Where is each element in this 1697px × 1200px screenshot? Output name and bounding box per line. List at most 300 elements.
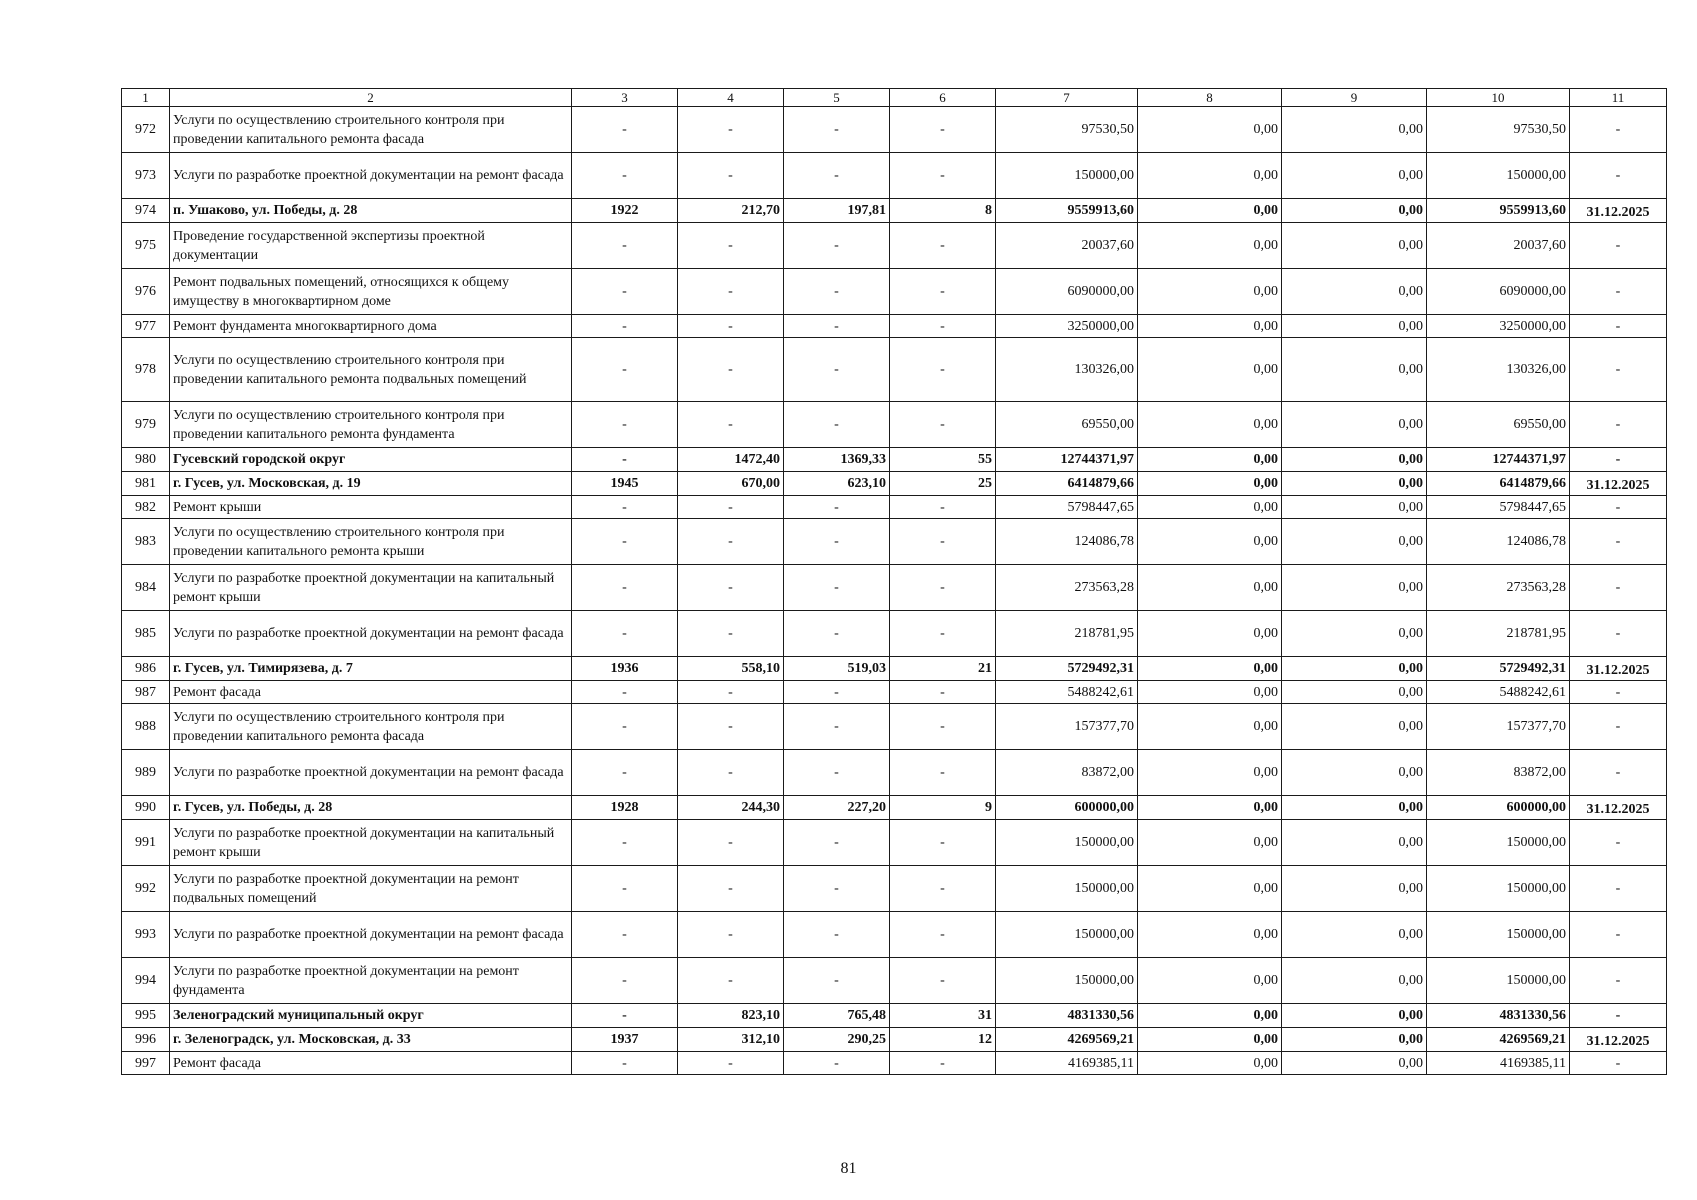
deadline-cell: -: [1570, 448, 1667, 472]
owners-funds-cell: 150000,00: [1427, 912, 1570, 958]
item-name-cell: Услуги по осуществлению строительного контроля при проведении капитального ремонта крыши: [170, 519, 572, 565]
year-cell: -: [572, 704, 678, 750]
deadline-cell: -: [1570, 269, 1667, 315]
row-number-cell: 995: [122, 1004, 170, 1028]
residents-cell: -: [890, 820, 996, 866]
deadline-cell: -: [1570, 681, 1667, 704]
item-name-cell: Зеленоградский муниципальный округ: [170, 1004, 572, 1028]
residents-cell: -: [890, 565, 996, 611]
area-total-cell: -: [678, 107, 784, 153]
residents-cell: 25: [890, 472, 996, 496]
table-row: [122, 565, 1667, 611]
total-cost-cell: 3250000,00: [996, 315, 1138, 338]
deadline-cell: -: [1570, 496, 1667, 519]
item-name-cell: г. Зеленоградск, ул. Московская, д. 33: [170, 1028, 572, 1052]
area-living-cell: -: [784, 565, 890, 611]
item-name-cell: Ремонт фасада: [170, 681, 572, 704]
row-number-cell: 985: [122, 611, 170, 657]
row-number-cell: 983: [122, 519, 170, 565]
fund-cell: 0,00: [1138, 519, 1282, 565]
row-number-cell: 975: [122, 223, 170, 269]
row-number-cell: 980: [122, 448, 170, 472]
item-name-cell: Ремонт фундамента многоквартирного дома: [170, 315, 572, 338]
total-cost-cell: 273563,28: [996, 565, 1138, 611]
owners-funds-cell: 150000,00: [1427, 153, 1570, 199]
owners-funds-cell: 4831330,56: [1427, 1004, 1570, 1028]
year-cell: 1928: [572, 796, 678, 820]
area-living-cell: 519,03: [784, 657, 890, 681]
row-number-cell: 988: [122, 704, 170, 750]
deadline-cell: -: [1570, 866, 1667, 912]
owners-funds-cell: 3250000,00: [1427, 315, 1570, 338]
owners-funds-cell: 5488242,61: [1427, 681, 1570, 704]
column-header-3: 3: [572, 89, 678, 107]
area-living-cell: 290,25: [784, 1028, 890, 1052]
year-cell: -: [572, 750, 678, 796]
column-header-1: 1: [122, 89, 170, 107]
residents-cell: 12: [890, 1028, 996, 1052]
owners-funds-cell: 4269569,21: [1427, 1028, 1570, 1052]
owners-funds-cell: 97530,50: [1427, 107, 1570, 153]
total-cost-cell: 20037,60: [996, 223, 1138, 269]
item-name-cell: Услуги по осуществлению строительного контроля при проведении капитального ремонта фундамента: [170, 402, 572, 448]
total-cost-cell: 5488242,61: [996, 681, 1138, 704]
column-header-9: 9: [1282, 89, 1427, 107]
residents-cell: -: [890, 912, 996, 958]
table-row: [122, 866, 1667, 912]
table-row: [122, 820, 1667, 866]
row-number-cell: 972: [122, 107, 170, 153]
budget-cell: 0,00: [1282, 199, 1427, 223]
table-row-summary: [122, 657, 1667, 681]
residents-cell: -: [890, 958, 996, 1004]
row-number-cell: 981: [122, 472, 170, 496]
area-total-cell: 1472,40: [678, 448, 784, 472]
residents-cell: 8: [890, 199, 996, 223]
row-number-cell: 993: [122, 912, 170, 958]
area-living-cell: -: [784, 750, 890, 796]
row-number-cell: 992: [122, 866, 170, 912]
total-cost-cell: 157377,70: [996, 704, 1138, 750]
year-cell: -: [572, 1004, 678, 1028]
item-name-cell: Услуги по разработке проектной документации на капитальный ремонт крыши: [170, 820, 572, 866]
item-name-cell: г. Гусев, ул. Тимирязева, д. 7: [170, 657, 572, 681]
fund-cell: 0,00: [1138, 657, 1282, 681]
owners-funds-cell: 83872,00: [1427, 750, 1570, 796]
owners-funds-cell: 5729492,31: [1427, 657, 1570, 681]
area-total-cell: -: [678, 315, 784, 338]
fund-cell: 0,00: [1138, 704, 1282, 750]
fund-cell: 0,00: [1138, 866, 1282, 912]
item-name-cell: Услуги по разработке проектной документации на ремонт фундамента: [170, 958, 572, 1004]
year-cell: -: [572, 1052, 678, 1075]
area-total-cell: -: [678, 611, 784, 657]
fund-cell: 0,00: [1138, 448, 1282, 472]
row-number-cell: 990: [122, 796, 170, 820]
row-number-cell: 977: [122, 315, 170, 338]
deadline-cell: -: [1570, 402, 1667, 448]
deadline-cell: 31.12.2025: [1570, 1028, 1667, 1052]
residents-cell: -: [890, 338, 996, 402]
column-header-7: 7: [996, 89, 1138, 107]
area-living-cell: -: [784, 866, 890, 912]
table-row-summary: [122, 472, 1667, 496]
owners-funds-cell: 273563,28: [1427, 565, 1570, 611]
year-cell: -: [572, 820, 678, 866]
fund-cell: 0,00: [1138, 565, 1282, 611]
fund-cell: 0,00: [1138, 681, 1282, 704]
deadline-cell: -: [1570, 820, 1667, 866]
year-cell: -: [572, 338, 678, 402]
year-cell: -: [572, 269, 678, 315]
residents-cell: -: [890, 866, 996, 912]
item-name-cell: Ремонт фасада: [170, 1052, 572, 1075]
area-total-cell: 244,30: [678, 796, 784, 820]
fund-cell: 0,00: [1138, 958, 1282, 1004]
owners-funds-cell: 150000,00: [1427, 820, 1570, 866]
area-total-cell: 312,10: [678, 1028, 784, 1052]
year-cell: -: [572, 315, 678, 338]
deadline-cell: 31.12.2025: [1570, 199, 1667, 223]
total-cost-cell: 5798447,65: [996, 496, 1138, 519]
budget-cell: 0,00: [1282, 315, 1427, 338]
capital-repair-table: [121, 88, 1667, 1075]
column-header-2: 2: [170, 89, 572, 107]
total-cost-cell: 150000,00: [996, 820, 1138, 866]
item-name-cell: Услуги по разработке проектной документации на ремонт фасада: [170, 153, 572, 199]
fund-cell: 0,00: [1138, 153, 1282, 199]
area-living-cell: -: [784, 519, 890, 565]
fund-cell: 0,00: [1138, 472, 1282, 496]
owners-funds-cell: 600000,00: [1427, 796, 1570, 820]
area-total-cell: 670,00: [678, 472, 784, 496]
deadline-cell: -: [1570, 107, 1667, 153]
area-total-cell: -: [678, 866, 784, 912]
year-cell: 1936: [572, 657, 678, 681]
table-row: [122, 153, 1667, 199]
residents-cell: -: [890, 223, 996, 269]
area-total-cell: -: [678, 958, 784, 1004]
deadline-cell: -: [1570, 223, 1667, 269]
area-living-cell: -: [784, 269, 890, 315]
deadline-cell: -: [1570, 611, 1667, 657]
table-row: [122, 704, 1667, 750]
table-row: [122, 519, 1667, 565]
area-living-cell: -: [784, 820, 890, 866]
residents-cell: -: [890, 107, 996, 153]
owners-funds-cell: 9559913,60: [1427, 199, 1570, 223]
table-row-summary: [122, 796, 1667, 820]
owners-funds-cell: 218781,95: [1427, 611, 1570, 657]
owners-funds-cell: 5798447,65: [1427, 496, 1570, 519]
total-cost-cell: 150000,00: [996, 958, 1138, 1004]
fund-cell: 0,00: [1138, 912, 1282, 958]
deadline-cell: -: [1570, 315, 1667, 338]
item-name-cell: г. Гусев, ул. Победы, д. 28: [170, 796, 572, 820]
total-cost-cell: 124086,78: [996, 519, 1138, 565]
residents-cell: 31: [890, 1004, 996, 1028]
area-living-cell: -: [784, 681, 890, 704]
area-total-cell: -: [678, 565, 784, 611]
total-cost-cell: 150000,00: [996, 153, 1138, 199]
budget-cell: 0,00: [1282, 519, 1427, 565]
area-living-cell: 1369,33: [784, 448, 890, 472]
budget-cell: 0,00: [1282, 153, 1427, 199]
budget-cell: 0,00: [1282, 269, 1427, 315]
owners-funds-cell: 4169385,11: [1427, 1052, 1570, 1075]
row-number-cell: 973: [122, 153, 170, 199]
item-name-cell: Услуги по разработке проектной документации на ремонт фасада: [170, 750, 572, 796]
item-name-cell: Услуги по разработке проектной документации на ремонт подвальных помещений: [170, 866, 572, 912]
budget-cell: 0,00: [1282, 496, 1427, 519]
fund-cell: 0,00: [1138, 796, 1282, 820]
total-cost-cell: 97530,50: [996, 107, 1138, 153]
area-living-cell: -: [784, 704, 890, 750]
table-row: [122, 750, 1667, 796]
fund-cell: 0,00: [1138, 750, 1282, 796]
owners-funds-cell: 6090000,00: [1427, 269, 1570, 315]
item-name-cell: Услуги по осуществлению строительного контроля при проведении капитального ремонта подвальных помещений: [170, 338, 572, 402]
total-cost-cell: 130326,00: [996, 338, 1138, 402]
row-number-cell: 978: [122, 338, 170, 402]
area-living-cell: -: [784, 402, 890, 448]
row-number-cell: 994: [122, 958, 170, 1004]
row-number-cell: 989: [122, 750, 170, 796]
column-header-5: 5: [784, 89, 890, 107]
table-row: [122, 912, 1667, 958]
table-body: [122, 89, 1667, 1075]
item-name-cell: Гусевский городской округ: [170, 448, 572, 472]
fund-cell: 0,00: [1138, 611, 1282, 657]
year-cell: -: [572, 153, 678, 199]
area-total-cell: -: [678, 750, 784, 796]
owners-funds-cell: 12744371,97: [1427, 448, 1570, 472]
area-total-cell: -: [678, 1052, 784, 1075]
item-name-cell: г. Гусев, ул. Московская, д. 19: [170, 472, 572, 496]
fund-cell: 0,00: [1138, 199, 1282, 223]
area-living-cell: -: [784, 153, 890, 199]
column-number-header-row: [122, 89, 1667, 107]
column-header-8: 8: [1138, 89, 1282, 107]
total-cost-cell: 218781,95: [996, 611, 1138, 657]
area-living-cell: -: [784, 611, 890, 657]
row-number-cell: 974: [122, 199, 170, 223]
area-living-cell: 623,10: [784, 472, 890, 496]
budget-cell: 0,00: [1282, 402, 1427, 448]
area-living-cell: -: [784, 315, 890, 338]
total-cost-cell: 4269569,21: [996, 1028, 1138, 1052]
year-cell: -: [572, 107, 678, 153]
row-number-cell: 997: [122, 1052, 170, 1075]
budget-cell: 0,00: [1282, 338, 1427, 402]
budget-cell: 0,00: [1282, 912, 1427, 958]
total-cost-cell: 4169385,11: [996, 1052, 1138, 1075]
table-row: [122, 611, 1667, 657]
budget-cell: 0,00: [1282, 448, 1427, 472]
row-number-cell: 976: [122, 269, 170, 315]
table-row: [122, 1052, 1667, 1075]
deadline-cell: -: [1570, 1052, 1667, 1075]
area-living-cell: -: [784, 912, 890, 958]
table-row: [122, 338, 1667, 402]
table-row-summary: [122, 448, 1667, 472]
total-cost-cell: 150000,00: [996, 912, 1138, 958]
area-total-cell: 558,10: [678, 657, 784, 681]
year-cell: -: [572, 496, 678, 519]
area-total-cell: -: [678, 269, 784, 315]
area-living-cell: -: [784, 496, 890, 519]
year-cell: -: [572, 448, 678, 472]
residents-cell: -: [890, 402, 996, 448]
fund-cell: 0,00: [1138, 820, 1282, 866]
budget-cell: 0,00: [1282, 1052, 1427, 1075]
deadline-cell: 31.12.2025: [1570, 796, 1667, 820]
area-living-cell: 227,20: [784, 796, 890, 820]
table-row-summary: [122, 1004, 1667, 1028]
area-living-cell: -: [784, 107, 890, 153]
budget-cell: 0,00: [1282, 681, 1427, 704]
total-cost-cell: 69550,00: [996, 402, 1138, 448]
area-total-cell: -: [678, 912, 784, 958]
area-living-cell: 197,81: [784, 199, 890, 223]
year-cell: 1937: [572, 1028, 678, 1052]
residents-cell: -: [890, 269, 996, 315]
table-row: [122, 269, 1667, 315]
column-header-4: 4: [678, 89, 784, 107]
table-row-summary: [122, 1028, 1667, 1052]
residents-cell: -: [890, 315, 996, 338]
year-cell: -: [572, 958, 678, 1004]
deadline-cell: -: [1570, 750, 1667, 796]
area-total-cell: -: [678, 223, 784, 269]
budget-cell: 0,00: [1282, 866, 1427, 912]
residents-cell: 21: [890, 657, 996, 681]
area-total-cell: -: [678, 496, 784, 519]
total-cost-cell: 6414879,66: [996, 472, 1138, 496]
owners-funds-cell: 124086,78: [1427, 519, 1570, 565]
column-header-10: 10: [1427, 89, 1570, 107]
residents-cell: -: [890, 611, 996, 657]
deadline-cell: -: [1570, 704, 1667, 750]
total-cost-cell: 6090000,00: [996, 269, 1138, 315]
owners-funds-cell: 20037,60: [1427, 223, 1570, 269]
deadline-cell: 31.12.2025: [1570, 472, 1667, 496]
residents-cell: -: [890, 681, 996, 704]
owners-funds-cell: 157377,70: [1427, 704, 1570, 750]
item-name-cell: Ремонт крыши: [170, 496, 572, 519]
year-cell: -: [572, 866, 678, 912]
budget-cell: 0,00: [1282, 472, 1427, 496]
residents-cell: -: [890, 519, 996, 565]
table-row: [122, 223, 1667, 269]
area-total-cell: -: [678, 402, 784, 448]
deadline-cell: -: [1570, 912, 1667, 958]
table-row: [122, 107, 1667, 153]
row-number-cell: 986: [122, 657, 170, 681]
area-living-cell: 765,48: [784, 1004, 890, 1028]
page-number: 81: [840, 1160, 857, 1177]
area-total-cell: -: [678, 153, 784, 199]
item-name-cell: Проведение государственной экспертизы проектной документации: [170, 223, 572, 269]
row-number-cell: 991: [122, 820, 170, 866]
year-cell: 1945: [572, 472, 678, 496]
table-row: [122, 402, 1667, 448]
residents-cell: -: [890, 496, 996, 519]
budget-cell: 0,00: [1282, 657, 1427, 681]
item-name-cell: п. Ушаково, ул. Победы, д. 28: [170, 199, 572, 223]
residents-cell: -: [890, 1052, 996, 1075]
year-cell: -: [572, 519, 678, 565]
owners-funds-cell: 150000,00: [1427, 866, 1570, 912]
column-header-11: 11: [1570, 89, 1667, 107]
year-cell: -: [572, 912, 678, 958]
fund-cell: 0,00: [1138, 269, 1282, 315]
budget-cell: 0,00: [1282, 107, 1427, 153]
budget-cell: 0,00: [1282, 958, 1427, 1004]
area-total-cell: -: [678, 681, 784, 704]
item-name-cell: Услуги по разработке проектной документации на капитальный ремонт крыши: [170, 565, 572, 611]
deadline-cell: -: [1570, 1004, 1667, 1028]
fund-cell: 0,00: [1138, 496, 1282, 519]
year-cell: 1922: [572, 199, 678, 223]
total-cost-cell: 12744371,97: [996, 448, 1138, 472]
row-number-cell: 982: [122, 496, 170, 519]
area-living-cell: -: [784, 338, 890, 402]
deadline-cell: -: [1570, 565, 1667, 611]
owners-funds-cell: 130326,00: [1427, 338, 1570, 402]
fund-cell: 0,00: [1138, 1004, 1282, 1028]
table-row: [122, 496, 1667, 519]
owners-funds-cell: 6414879,66: [1427, 472, 1570, 496]
year-cell: -: [572, 223, 678, 269]
fund-cell: 0,00: [1138, 338, 1282, 402]
residents-cell: -: [890, 750, 996, 796]
deadline-cell: 31.12.2025: [1570, 657, 1667, 681]
table-row: [122, 958, 1667, 1004]
budget-cell: 0,00: [1282, 1028, 1427, 1052]
year-cell: -: [572, 402, 678, 448]
fund-cell: 0,00: [1138, 1028, 1282, 1052]
owners-funds-cell: 69550,00: [1427, 402, 1570, 448]
fund-cell: 0,00: [1138, 223, 1282, 269]
budget-cell: 0,00: [1282, 704, 1427, 750]
deadline-cell: -: [1570, 153, 1667, 199]
residents-cell: 9: [890, 796, 996, 820]
year-cell: -: [572, 681, 678, 704]
table-row: [122, 315, 1667, 338]
table-row-summary: [122, 199, 1667, 223]
year-cell: -: [572, 611, 678, 657]
residents-cell: -: [890, 704, 996, 750]
fund-cell: 0,00: [1138, 107, 1282, 153]
row-number-cell: 996: [122, 1028, 170, 1052]
item-name-cell: Ремонт подвальных помещений, относящихся к общему имуществу в многоквартирном доме: [170, 269, 572, 315]
year-cell: -: [572, 565, 678, 611]
budget-cell: 0,00: [1282, 1004, 1427, 1028]
total-cost-cell: 5729492,31: [996, 657, 1138, 681]
area-living-cell: -: [784, 1052, 890, 1075]
budget-cell: 0,00: [1282, 750, 1427, 796]
row-number-cell: 979: [122, 402, 170, 448]
fund-cell: 0,00: [1138, 1052, 1282, 1075]
total-cost-cell: 4831330,56: [996, 1004, 1138, 1028]
item-name-cell: Услуги по разработке проектной документации на ремонт фасада: [170, 611, 572, 657]
area-total-cell: -: [678, 519, 784, 565]
row-number-cell: 984: [122, 565, 170, 611]
area-living-cell: -: [784, 958, 890, 1004]
fund-cell: 0,00: [1138, 402, 1282, 448]
item-name-cell: Услуги по осуществлению строительного контроля при проведении капитального ремонта фасада: [170, 704, 572, 750]
